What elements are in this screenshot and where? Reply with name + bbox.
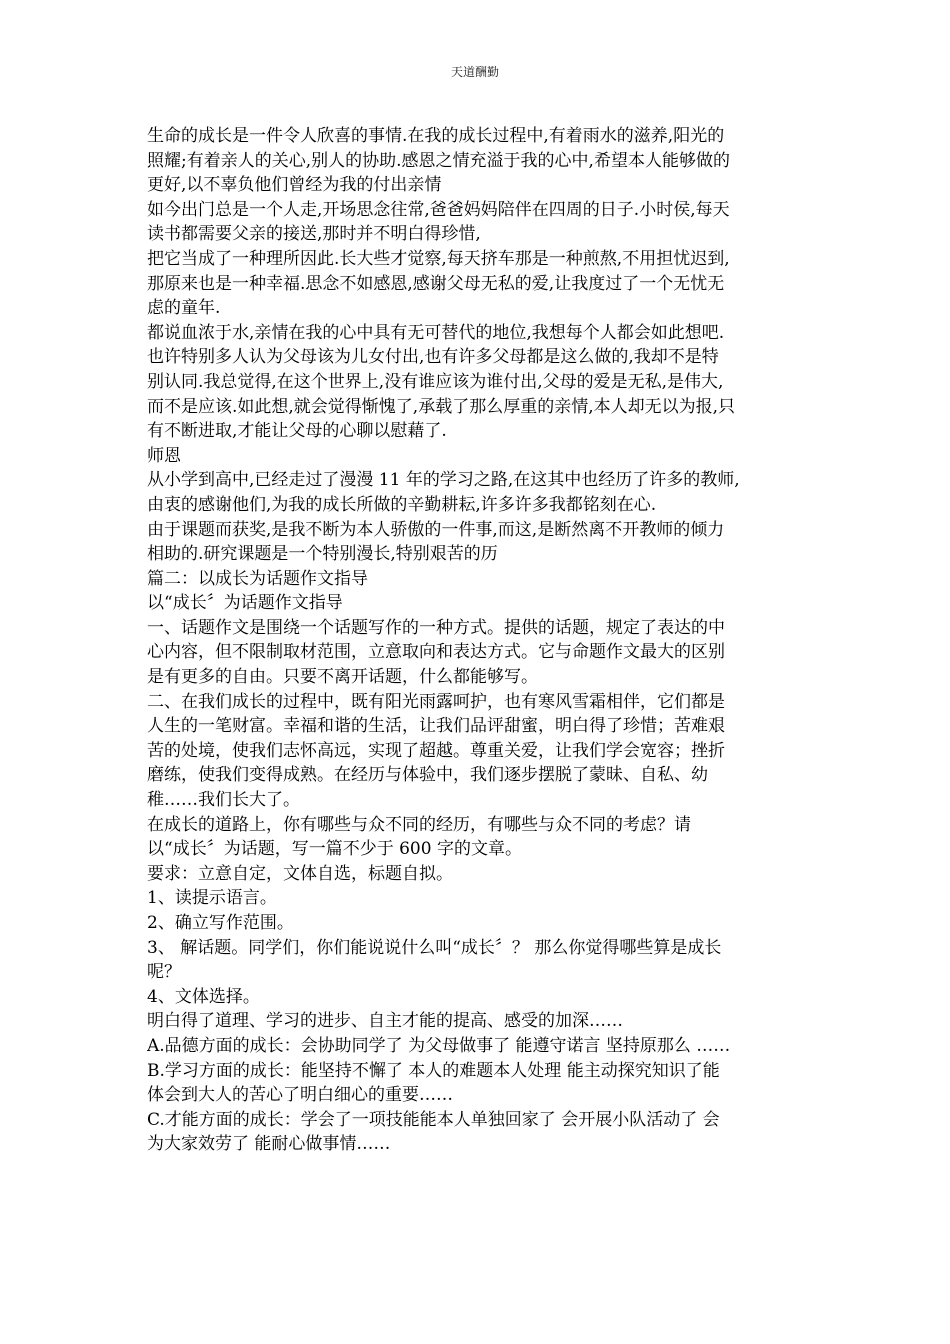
text-line: 体会到大人的苦心了明白细心的重要…… (147, 1085, 453, 1106)
text-line: B.学习方面的成长：能坚持不懈了 本人的难题本人处理 能主动探究知识了能 (147, 1060, 720, 1081)
text-line: 是有更多的自由。只要不离开话题，什么都能够写。 (147, 667, 538, 688)
text-line: 以“成长〞为话题，写一篇不少于 600 字的文章。 (147, 839, 522, 860)
text-line: 虑的童年. (147, 298, 221, 319)
text-line: 别认同.我总觉得,在这个世界上,没有谁应该为谁付出,父母的爱是无私,是伟大, (147, 371, 724, 392)
text-line: 一、话题作文是围绕一个话题写作的一种方式。提供的话题，规定了表达的中 (147, 617, 725, 638)
text-line: 在成长的道路上，你有哪些与众不同的经历，有哪些与众不同的考虑？请 (147, 814, 691, 835)
text-line: 从小学到高中,已经走过了漫漫 11 年的学习之路,在这其中也经历了许多的教师, (147, 470, 740, 491)
text-line: 也许特别多人认为父母该为儿女付出,也有许多父母都是这么做的,我却不是特 (147, 347, 719, 368)
text-line: 篇二：以成长为话题作文指导 (147, 568, 368, 589)
text-line: 由衷的感谢他们,为我的成长所做的辛勤耕耘,许多许多我都铭刻在心. (147, 494, 657, 515)
text-line: 明白得了道理、学习的进步、自主才能的提高、感受的加深…… (147, 1011, 623, 1032)
text-line: 照耀;有着亲人的关心,别人的协助.感恩之情充溢于我的心中,希望本人能够做的 (147, 150, 730, 171)
text-line: 心内容，但不限制取材范围，立意取向和表达方式。它与命题作文最大的区别 (147, 642, 725, 663)
text-line: 师恩 (147, 445, 181, 466)
document-body (147, 124, 809, 1157)
page-header: 天道酬勤 (450, 65, 499, 79)
text-line: 人生的一笔财富。幸福和谐的生活，让我们品评甜蜜，明白得了珍惜；苦难艰 (147, 716, 725, 737)
text-line: 苦的处境，使我们志怀高远，实现了超越。尊重关爱，让我们学会宽容；挫折 (147, 740, 725, 761)
text-line: 呢？ (147, 962, 181, 983)
text-line: 都说血浓于水,亲情在我的心中具有无可替代的地位,我想每个人都会如此想吧. (147, 322, 725, 343)
text-line: 读书都需要父亲的接送,那时并不明白得珍惜, (147, 224, 481, 245)
text-line: 那原来也是一种幸福.思念不如感恩,感谢父母无私的爱,让我度过了一个无忧无 (147, 273, 725, 294)
text-line: 2、确立写作范围。 (147, 913, 294, 933)
text-line: 生命的成长是一件令人欣喜的事情.在我的成长过程中,有着雨水的滋养,阳光的 (147, 126, 725, 146)
text-line: 有不断进取,才能让父母的心聊以慰藉了. (147, 421, 447, 442)
text-line: 如今出门总是一个人走,开场思念往常,爸爸妈妈陪伴在四周的日子.小时侯,每天 (147, 199, 730, 220)
text-line: 1、读提示语言。 (147, 888, 277, 909)
text-line: 为大家效劳了 能耐心做事情…… (147, 1134, 391, 1155)
text-line: 更好,以不辜负他们曾经为我的付出亲情 (147, 175, 442, 196)
text-line: A.品德方面的成长：会协助同学了 为父母做事了 能遵守诺言 坚持原那么 …… (147, 1035, 731, 1056)
text-line: 3、 解话题。同学们，你们能说说什么叫“成长〞？ 那么你觉得哪些算是成长 (147, 937, 722, 958)
text-line: 二、在我们成长的过程中，既有阳光雨露呵护，也有寒风雪霜相伴，它们都是 (147, 691, 725, 712)
text-line: 4、文体选择。 (147, 986, 260, 1007)
text-line: 把它当成了一种理所因此.长大些才觉察,每天挤车那是一种煎熬,不用担忧迟到, (147, 248, 730, 269)
text-line: 稚……我们长大了。 (147, 790, 300, 811)
text-line: 磨练，使我们变得成熟。在经历与体验中，我们逐步摆脱了蒙昧、自私、幼 (147, 765, 708, 786)
text-line: 由于课题而获奖,是我不断为本人骄傲的一件事,而这,是断然离不开教师的倾力 (147, 519, 725, 540)
text-line: 相助的.研究课题是一个特别漫长,特别艰苦的历 (147, 544, 498, 565)
text-line: 而不是应该.如此想,就会觉得惭愧了,承载了那么厚重的亲情,本人却无以为报,只 (147, 396, 736, 417)
text-line: C.才能方面的成长：学会了一项技能能本人单独回家了 会开展小队活动了 会 (147, 1109, 720, 1130)
text-line: 以“成长〞为话题作文指导 (147, 593, 343, 614)
text-line: 要求：立意自定，文体自选，标题自拟。 (147, 863, 453, 884)
